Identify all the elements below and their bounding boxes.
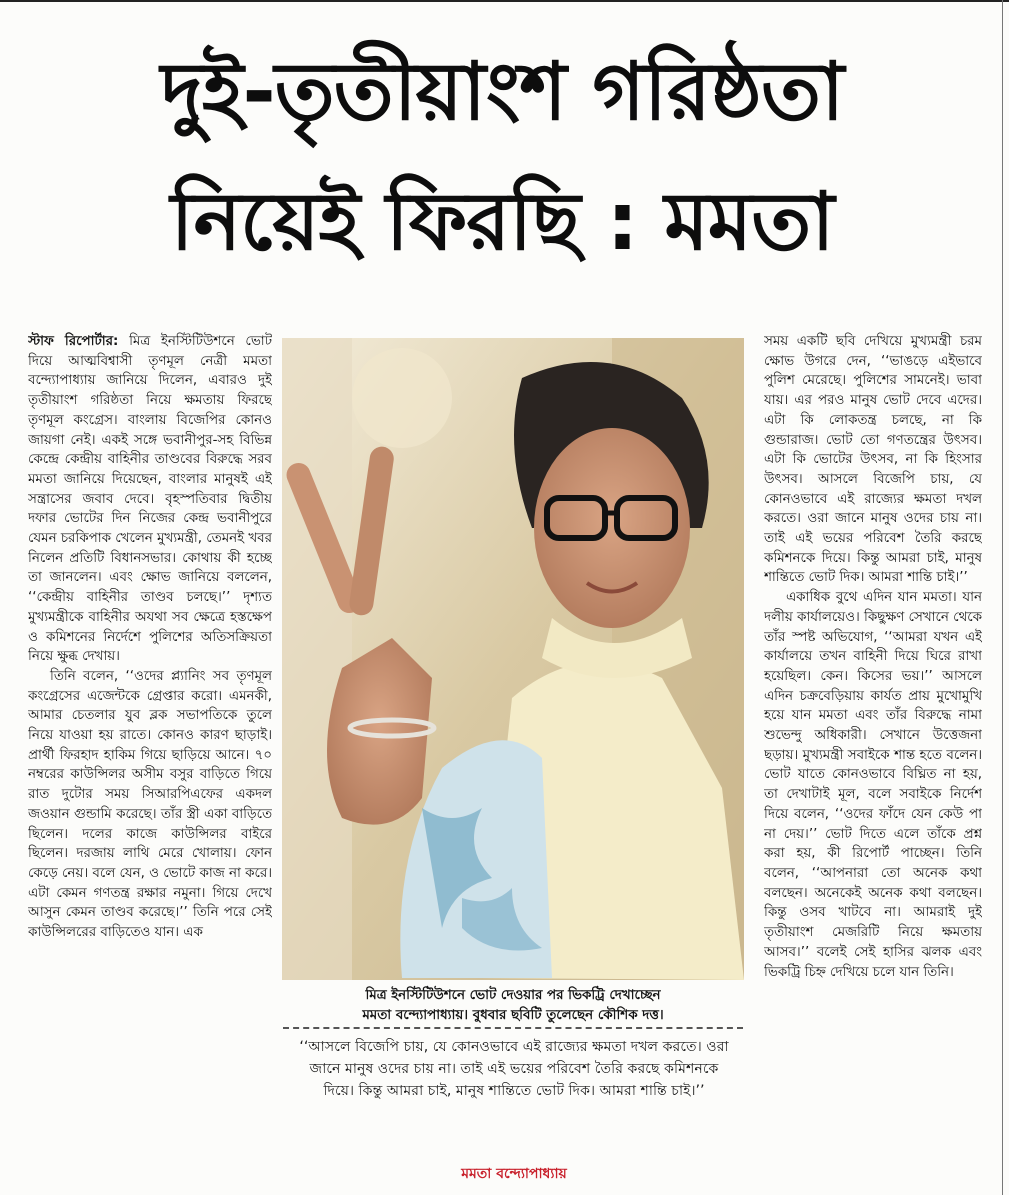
- article-paragraph: [28, 332, 272, 667]
- top-rule: [0, 0, 1009, 2]
- right-rule: [1002, 0, 1003, 1195]
- dashed-divider: [283, 1027, 743, 1029]
- headline-line-1: দুই-তৃতীয়াংশ গরিষ্ঠতা: [160, 45, 844, 138]
- article-text: মিত্র ইনস্টিটিউশনে ভোট দিয়ে আত্মবিশ্বাসী তৃণমূল নেত্রী মমতা বন্দ্যোপাধ্যায় জানিয়ে দিলেন, এবারও দুই তৃতীয়াংশ গরিষ্ঠতা নিয়ে ক্ষমতায় ফিরছে তৃণমূল কংগ্রেস। বাংলায় বিজেপির কোনও জায়গা নেই। একই সঙ্গে ভবানীপুর-সহ বিভিন্ন কেন্দ্রে কেন্দ্রীয় বাহিনীর তাণ্ডবের বিরুদ্ধে সরব মমতা জানিয়ে দিয়েছেন, বাংলার মানুষই এই সন্ত্রাসের জবাব দেবে। বৃহস্পতিবার দ্বিতীয় দফার ভোটের দিন নিজের কেন্দ্র ভবানীপুরে যেমন চরকিপাক খেলেন মুখ্যমন্ত্রী, তেমনই খবর নিলেন প্রতিটি বিধানসভার। কোথায় কী হচ্ছে তা জানলেন। এবং ক্ষোভ জানিয়ে বললেন, ‘‘কেন্দ্রীয় বাহিনীর তাণ্ডব চলছে।’’ দৃশ্যত মুখ্যমন্ত্রীকে বাহিনীর অযথা সব ক্ষেত্রে হস্তক্ষেপ ও কমিশনের নির্দেশে পুলিশের অতিসক্রিয়তা নিয়ে ক্ষুব্ধ দেখায়।: [28, 334, 272, 665]
- pull-quote-attribution: মমতা বন্দ্যোপাধ্যায়: [461, 1166, 567, 1182]
- article-right-column: [764, 332, 982, 1190]
- caption-line: মিত্র ইনস্টিটিউশনে ভোট দেওয়ার পর ভিকট্রি দেখাচ্ছেন: [365, 988, 661, 1003]
- byline: স্টাফ রিপোর্টার:: [28, 334, 119, 349]
- article-paragraph: তিনি বলেন, ‘‘ওদের প্ল্যানিং সব তৃণমূল কংগ্রেসের এজেন্টকে গ্রেপ্তার করো। এমনকী, আমার চেতলার যুব ব্লক সভাপতিকে তুলে নিয়ে যাওয়া হয় রাতে। কোনও কারণ ছাড়াই। প্রার্থী ফিরহাদ হাকিম গিয়ে ছাড়িয়ে আনে। ৭০ নম্বরের কাউন্সিলর অসীম বসুর বাড়িতে গিয়ে রাত দুটোর সময় সিআরপিএফের একদল জওয়ান গুন্ডামি করেছে। তাঁর স্ত্রী একা বাড়িতে ছিলেন। দলের কাজে কাউন্সিলর বাইরে ছিলেন। দরজায় লাথি মেরে খোলায়। ফোন কেড়ে নেয়। বলে যেন, ও ভোটে কাজ না করে। এটা কেমন গণতন্ত্র রক্ষার নমুনা। গিয়ে দেখে আসুন কেমন তাণ্ডব করেছে।’’ তিনি পরে সেই কাউন্সিলরের বাড়িতেও যান। এক: [28, 668, 272, 941]
- headline-line-2: নিয়েই ফিরছি : মমতা: [170, 175, 834, 268]
- photo-caption: [282, 986, 744, 1026]
- pull-quote: ‘‘আসলে বিজেপি চায়, যে কোনওভাবে এই রাজ্যের ক্ষমতা দখল করতে। ওরা জানে মানুষ ওদের চায় না। তাই এই ভয়ের পরিবেশ তৈরি করছে কমিশনকে দিয়ে। কিন্তু আমরা চাই, মানুষ শান্তিতে ভোট দিক। আমরা শান্তি চাই।’’: [299, 1039, 729, 1099]
- article-left-column: [28, 332, 272, 1190]
- article-paragraph: একাধিক বুথে এদিন যান মমতা। যান দলীয় কার্যালয়েও। কিছুক্ষণ সেখানে থেকে তাঁর স্পষ্ট অভিযোগ, ‘‘আমরা যখন এই কার্যালয়ে তখন বাহিনী দিয়ে ঘিরে রাখা হয়েছিল। কেন। কিসের ভয়।’’ আসলে এদিন চক্রবেড়িয়ায় কার্যত প্রায় মুখোমুখি হয়ে যান মমতা এবং তাঁর বিরুদ্ধে নামা শুভেন্দু অধিকারী। সেখানে উত্তেজনা ছড়ায়। মুখ্যমন্ত্রী সবাইকে শান্ত হতে বলেন। ভোট যাতে কোনওভাবে বিঘ্নিত না হয়, তা দেখাটাই মূল, বলে সবাইকে নির্দেশ দিয়ে বলেন, ‘‘ওদের ফাঁদে যেন কেউ পা না দেয়।’’ ভোট দিতে এলে তাঁকে প্রশ্ন করা হয়, কী রিপোর্ট পাচ্ছেন। তিনি বলেন, ‘‘আপনারা তো অনেক কথা বলছেন। অনেকেই অনেক কথা বলছেন। কিন্তু ওসব খাটবে না। আমরাই দুই তৃতীয়াংশ মেজরিটি নিয়ে ক্ষমতায় আসব।’’ বলেই সেই হাসির ঝলক এবং ভিকট্রি চিহ্ন দেখিয়ে চলে যান তিনি।: [764, 590, 982, 980]
- photo-illustration: [282, 338, 744, 980]
- article-paragraph: সময় একটি ছবি দেখিয়ে মুখ্যমন্ত্রী চরম ক্ষোভ উগরে দেন, ‘‘ভাঙড়ে এইভাবে পুলিশ মেরেছে। পুলিশের সামনেই। ভাবা যায়। এর পরও মানুষ ভোট দেবে এদের। এটা কি লোকতন্ত্র চলছে, না কি গুন্ডারাজ। ভোট তো গণতন্ত্রের উৎসব। এটা কি ভোটের উৎসব, না কি হিংসার উৎসব। আসলে বিজেপি চায়, যে কোনওভাবে এই রাজ্যের ক্ষমতা দখল করতে। ওরা জানে মানুষ ওদের চায় না। তাই এই ভয়ের পরিবেশ তৈরি করছে কমিশনকে দিয়ে। কিন্তু আমরা চাই, মানুষ শান্তিতে ভোট দিক। আমরা শান্তি চাই।’’: [764, 334, 982, 586]
- caption-line: মমতা বন্দ্যোপাধ্যায়। বুধবার ছবিটি তুলেছেন কৌশিক দত্ত।: [362, 1008, 664, 1023]
- news-photo: [282, 338, 744, 980]
